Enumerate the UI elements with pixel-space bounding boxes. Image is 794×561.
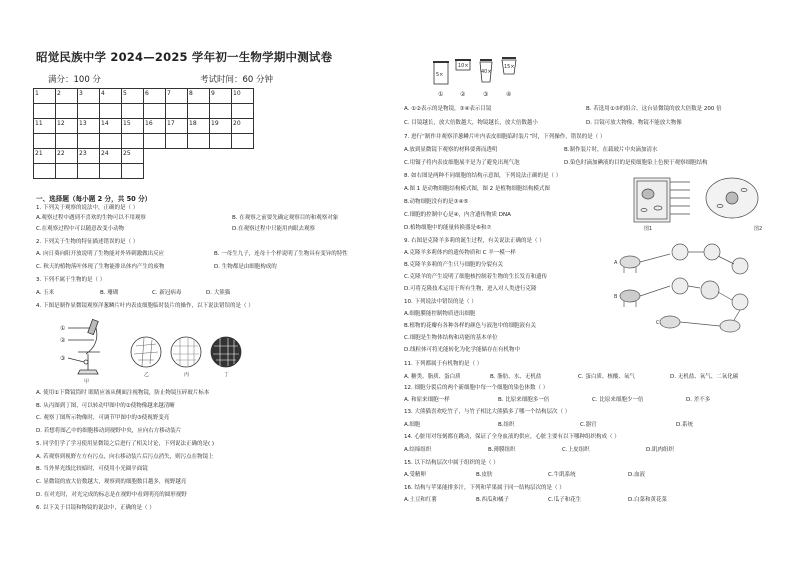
lens-number-2: ② [460, 91, 466, 98]
option-line: C.上皮组织 [562, 447, 590, 453]
score-cell: 2 [56, 89, 78, 104]
option-line: A.克隆羊多莉体内的遗传物质和 C 羊一模一样 [404, 250, 516, 256]
score-cell: 9 [210, 89, 232, 104]
option-line: A. ①②表示的是物镜，③④表示目镜 [404, 106, 492, 112]
label-part-3: ③ [60, 355, 66, 362]
option-line: C. 显微镜的放大倍数越大，观察到的细胞数目越多，视野越亮 [36, 479, 187, 485]
option-line: A.土豆和红薯 [404, 497, 437, 503]
option-line: B.动物细胞没有的是③④⑤ [404, 199, 469, 205]
lens-mark-2: 10× [458, 63, 469, 69]
option-line: A. 使用①下降镜筒时 眼睛应该从侧面注视物镜，防止物镜压碎玻片标本 [36, 390, 210, 396]
score-cell: 16 [144, 119, 166, 134]
question-line: 5. 同学们学了学习使用显微镜之后进行了相关讨论，下列说法正确的是( ) [36, 441, 215, 447]
option-line: C. 蛋白质、核酸、氧气 [578, 374, 635, 380]
label-fig1: 图1 [644, 226, 653, 232]
score-cell: 25 [122, 149, 144, 164]
label-bing: 丙 [184, 372, 190, 378]
section-heading: 一、选择题（每小题 2 分，共 50 分） [36, 195, 152, 203]
label-part-1: ① [60, 325, 66, 332]
score-cell: 10 [232, 89, 254, 104]
score-cell: 18 [188, 119, 210, 134]
option-line: B. 从丙图到丁图，可以转动甲图中的②使物像越来越清晰 [36, 403, 175, 409]
option-line: D. 若想将图乙中的细胞移动到视野中央，应向右方移动装片 [36, 428, 182, 434]
full-score: 满分：100 分 [48, 75, 101, 85]
option-line: A.细胞膜能控制物质进出细胞 [404, 311, 476, 317]
lens-number-1: ① [438, 91, 444, 98]
option-line: B.西瓜和橘子 [476, 497, 510, 503]
option-line: C.用镊子将内表皮细胞展平是为了避免出现气泡 [404, 160, 520, 166]
score-cell: 22 [56, 149, 78, 164]
option-line: A.细胞 [404, 422, 421, 428]
cell-figure [628, 172, 774, 232]
lens-number-4: ④ [506, 91, 512, 98]
option-line: C. 新冠病毒 [152, 290, 182, 296]
score-cell: 7 [166, 89, 188, 104]
option-line: C. 比原来细胞少一倍 [592, 397, 644, 403]
score-cell: 20 [232, 119, 254, 134]
option-line: D.植物细胞中的能量转换器是⑥和⑦ [404, 225, 492, 231]
option-line: B. 比原来细胞多一倍 [498, 397, 550, 403]
question-line: 3. 下列不属于生物的是（ ） [36, 277, 106, 283]
option-line: A.放到显微镜下观察的材料要薄而透明 [404, 147, 498, 153]
label-sheep-a: A [614, 260, 618, 266]
option-line: D.肌肉组织 [646, 447, 674, 453]
option-line: C. 秋天的植物落叶体现了生物能排出体内产生的废物 [36, 264, 165, 270]
microscope-figure [56, 314, 246, 384]
question-line: 8. 如右图是两种不同细胞的结构示意图，下列说法正确的是（ ） [404, 173, 562, 179]
option-line: A. 若观察到视野左方有污点，向右移动装片后污点消失，则污点在物镜上 [36, 454, 214, 460]
score-cell: 1 [34, 89, 56, 104]
score-cell: 12 [56, 119, 78, 134]
option-line: D.血液 [628, 472, 645, 478]
option-line: B.制作装片时，在载玻片中央滴加清水 [564, 147, 658, 153]
score-cell: 13 [78, 119, 100, 134]
option-line: A. 和原来细胞一样 [404, 397, 450, 403]
option-line: A. 糖类、脂质、蛋白质 [404, 374, 461, 380]
option-line: B. 当外界光线比较暗时，可使用小光圈平面镜 [36, 466, 148, 472]
option-line: A.结缔组织 [404, 447, 432, 453]
lens-mark-1: 5× [436, 72, 444, 78]
score-cell: 6 [144, 89, 166, 104]
option-line: D.可将克隆技术运用于所有生物，进入对人类进行克隆 [404, 286, 537, 292]
option-line: D. 大熊猫 [206, 290, 231, 296]
question-line: 4. 下图是制作显微镜观察洋葱鳞片叶内表皮细胞临时装片的操作，以下说法错误的是（ ） [36, 303, 254, 309]
score-cell: 19 [210, 119, 232, 134]
score-cell: 15 [122, 119, 144, 134]
option-line: B.组织 [498, 422, 515, 428]
option-line: B.克隆羊多莉的产生只与细胞的分裂有关 [404, 262, 504, 268]
option-line: A.观察过程中遇到不喜欢的生物可以不用观察 [36, 215, 146, 221]
question-line: 1. 下列关于观察的说法中，正确的是（ ） [36, 205, 139, 211]
question-line: 12. 细胞分裂后的两个新细胞中每一个细胞的染色体数（ ） [404, 385, 549, 391]
option-line: C.细胞是生物体结构和功能的基本单位 [404, 335, 498, 341]
option-line: D. 无机盐、氧气、二氧化碳 [670, 374, 739, 380]
label-sheep-b: B [614, 294, 618, 300]
score-cell: 17 [166, 119, 188, 134]
option-line: A. 玉米 [36, 290, 55, 296]
score-cell: 4 [100, 89, 122, 104]
question-line: 15. 以下结构层次中属于组织的是（ ） [404, 460, 499, 466]
option-line: D.白菜和黄花菜 [628, 497, 667, 503]
label-sheep-c: C [656, 320, 660, 326]
option-line: B. 在观察之前要先确定观察目的和观察对象 [232, 215, 339, 221]
question-line: 2. 下列关于生物的特征描述错误的是（ ） [36, 239, 139, 245]
score-cell: 23 [78, 149, 100, 164]
question-line: 6. 以下关于目镜和物镜的说法中，正确的是（ ） [36, 505, 155, 511]
option-line: D. 差不多 [686, 397, 711, 403]
option-line: C. 观察丁图所示物像时，可调节甲图中的③使视野变亮 [36, 415, 170, 421]
question-line: 9. 右图是克隆羊多莉的诞生过程，有关说法正确的是（ ） [404, 238, 545, 244]
option-line: C.在观察过程中可以随意改变小动物 [36, 226, 125, 232]
option-line: B. 脂肪、水、无机盐 [490, 374, 542, 380]
score-cell: 24 [100, 149, 122, 164]
question-line: 16. 结构与苹果能排多汁，下列和苹果属于同一结构层次的是（ ） [404, 485, 565, 491]
option-line: C. 目镜越长，放大倍数越大，物镜越长，放大倍数越小 [404, 120, 538, 126]
option-line: A.受精卵 [404, 472, 426, 478]
label-part-2: ② [60, 337, 66, 344]
score-cell: 3 [78, 89, 100, 104]
lens-mark-4: 15× [504, 64, 515, 70]
option-line: B.薄膜组织 [488, 447, 516, 453]
lens-number-3: ③ [483, 91, 489, 98]
question-line: 10. 下列说法中错误的是（ ） [404, 299, 477, 305]
score-cell: 21 [34, 149, 56, 164]
lens-figure [428, 54, 528, 100]
option-line: A. 向日葵向阳开放说明了生物能对外界刺激做出反应 [36, 251, 165, 257]
label-yi: 乙 [144, 372, 150, 378]
score-table [33, 88, 254, 179]
page-title: 昭觉民族中学 2024—2025 学年初一生物学期中测试卷 [36, 50, 333, 64]
option-line: C.瓜子和花生 [548, 497, 582, 503]
option-line: D.染色时滴加碘液的目的是使细胞染上色便于观察细胞结构 [564, 160, 708, 166]
option-line: D. 在对光时，对光完成的标志是在视野中看到明亮的圆形视野 [36, 492, 187, 498]
option-line: D.系统 [676, 422, 693, 428]
option-line: D. 生物都是由细胞构成的 [214, 264, 277, 270]
question-line: 7. 进行“制作并观察洋葱鳞片叶内表皮细胞临时装片”时，下列操作，错误的是（ ） [404, 134, 606, 140]
score-cell: 5 [122, 89, 144, 104]
question-line: 11. 下列都属于有机物的是（ ） [404, 361, 483, 367]
label-fig2: 图2 [754, 226, 763, 232]
label-jia: 甲 [84, 379, 90, 384]
option-line: C.细胞的控制中心是④，内含遗传物质 DNA [404, 212, 511, 218]
question-line: 14. 心脏用对每刻都在跳动，保证了全身血液的供应，心脏主要有以下哪种组织构成（ ） [404, 434, 620, 440]
option-line: B.植物的花瓣有各种各样的颜色与液泡中的细胞液有关 [404, 323, 537, 329]
question-line: 13. 大熊猫喜欢吃竹子，与竹子相比大熊猫多了哪一个结构层次（ ） [404, 409, 571, 415]
option-line: B. 一母生九子，连母十个样说明了生物具有变异的特性 [214, 251, 348, 257]
option-line: C.器官 [580, 422, 597, 428]
option-line: D. 目镜可放大物像，物镜不能放大物像 [586, 120, 682, 126]
option-line: D.在观察过程中只能用肉眼去观察 [232, 226, 315, 232]
option-line: C.牛肌系统 [548, 472, 576, 478]
clone-figure [610, 240, 776, 340]
score-cell: 8 [188, 89, 210, 104]
option-line: B. 若选用①③的组合，这台显微镜的放大倍数是 200 倍 [586, 106, 722, 112]
lens-mark-3: 40× [481, 69, 492, 75]
option-line: A.图 1 是动物细胞结构模式图，图 2 是植物细胞结构模式图 [404, 186, 550, 192]
option-line: D.线粒体可将光能转化为化学能储存在有机物中 [404, 347, 520, 353]
exam-time: 考试时间：60 分钟 [200, 75, 274, 85]
score-cell: 14 [100, 119, 122, 134]
score-cell: 11 [34, 119, 56, 134]
option-line: C.克隆羊的产生说明了细胞核控制着生物的生长发育和遗传 [404, 274, 548, 280]
option-line: B. 珊瑚 [100, 290, 119, 296]
option-line: B.皮肤 [476, 472, 493, 478]
label-ding: 丁 [224, 372, 230, 378]
